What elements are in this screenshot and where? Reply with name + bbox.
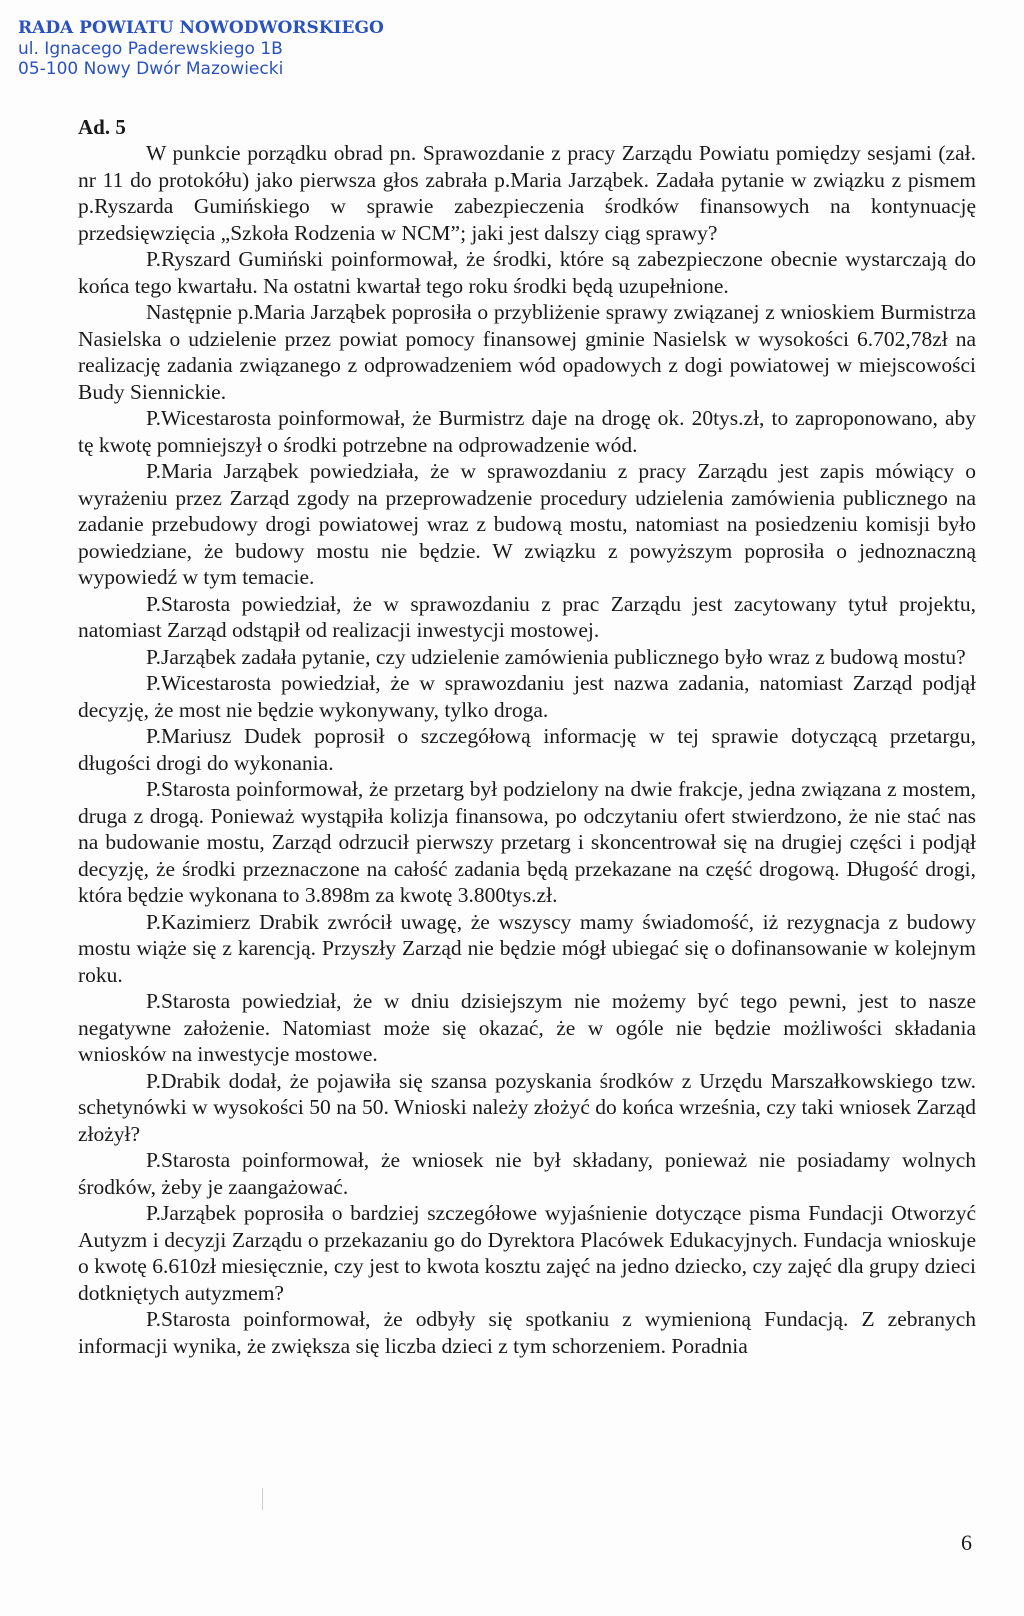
paragraph: P.Starosta powiedział, że w dniu dzisiejszym nie możemy być tego pewni, jest to nasze negatywne założenie. Natomiast może się okazać, że w ogóle nie będzie możliwości składania wniosków na inwestycje mostowe. bbox=[78, 989, 976, 1066]
paragraph: P.Jarząbek zadała pytanie, czy udzielenie zamówienia publicznego było wraz z budową mostu? bbox=[146, 644, 966, 669]
paragraph: P.Kazimierz Drabik zwrócił uwagę, że wszyscy mamy świadomość, iż rezygnacja z budowy mostu wiąże się z karencją. Przyszły Zarząd nie będzie mógł ubiegać się o dofinansowanie w kolejnym roku. bbox=[78, 909, 976, 987]
paragraph: P.Drabik dodał, że pojawiła się szansa pozyskania środków z Urzędu Marszałkowskiego tzw. schetynówki w wysokości 50 na 50. Wnioski należy złożyć do końca września, czy taki wniosek Zarząd złożył? bbox=[78, 1068, 976, 1146]
paragraph: P.Maria Jarząbek powiedziała, że w sprawozdaniu z pracy Zarządu jest zapis mówiący o wyrażeniu przez Zarząd zgody na przeprowadzenie procedury udzielenia zamówienia publicznego na zadanie przebudowy drogi powiatowej wraz z budową mostu, natomiast na posiedzeniu komisji było powiedziane, że budowy mostu nie będzie. W związku z powyższym poprosiła o jednoznaczną wypowiedź w tym temacie. bbox=[78, 459, 976, 589]
paragraph: P.Wicestarosta powiedział, że w sprawozdaniu jest nazwa zadania, natomiast Zarząd podjął decyzję, że most nie będzie wykonywany, tylko droga. bbox=[78, 671, 976, 722]
paragraph: P.Ryszard Gumiński poinformował, że środki, które są zabezpieczone obecnie wystarczają do końca tego kwartału. Na ostatni kwartał tego roku środki będą uzupełnione. bbox=[78, 247, 976, 298]
council-stamp bbox=[18, 18, 384, 80]
scan-artifact bbox=[262, 1488, 263, 1510]
paragraph: Następnie p.Maria Jarząbek poprosiła o przybliżenie sprawy związanej z wnioskiem Burmistrza Nasielska o udzielenie przez powiat pomocy finansowej gminie Nasielsk w wysokości 6.702,78zł na realizację zadania związanego z odprowadzeniem wód opadowych z dogi powiatowej w miejscowości Budy Siennickie. bbox=[78, 300, 976, 404]
paragraph: P.Starosta powiedział, że w sprawozdaniu z prac Zarządu jest zacytowany tytuł projektu, natomiast Zarząd odstąpił od realizacji inwestycji mostowej. bbox=[78, 591, 976, 642]
section-heading: Ad. 5 bbox=[78, 115, 126, 139]
paragraph: P.Starosta poinformował, że odbyły się spotkaniu z wymienioną Fundacją. Z zebranych informacji wynika, że zwiększa się liczba dzieci z tym schorzeniem. Poradnia bbox=[78, 1307, 976, 1358]
paragraph: P.Wicestarosta poinformował, że Burmistrz daje na drogę ok. 20tys.zł, to zaproponowano, aby tę kwotę pomniejszył o środki potrzebne na odprowadzenie wód. bbox=[78, 406, 976, 457]
faint-bleed-through bbox=[764, 12, 994, 72]
paragraph: P.Starosta poinformował, że wniosek nie był składany, ponieważ nie posiadamy wolnych środków, żeby je zaangażować. bbox=[78, 1148, 976, 1199]
council-postal: 05-100 Nowy Dwór Mazowiecki bbox=[18, 59, 284, 80]
council-street: ul. Ignacego Paderewskiego 1B bbox=[18, 38, 283, 59]
page-number: 6 bbox=[961, 1530, 972, 1555]
paragraph: P.Starosta poinformował, że przetarg był podzielony na dwie frakcje, jedna związana z mostem, druga z drogą. Ponieważ wystąpiła kolizja finansowa, po odczytaniu ofert stwierdzono, że nie stać nas na budowanie mostu, Zarząd odrzucił pierwszy przetarg i skoncentrował się na drugiej części i podjął decyzję, że środki przeznaczone na całość zadania będą przekazane na część drogową. Długość drogi, która będzie wykonana to 3.898m za kwotę 3.800tys.zł. bbox=[78, 777, 976, 907]
paragraph: W punkcie porządku obrad pn. Sprawozdanie z pracy Zarządu Powiatu pomiędzy sesjami (zał. nr 11 do protokółu) jako pierwsza głos zabrała p.Maria Jarząbek. Zadała pytanie w związku z pismem p.Ryszarda Gumińskiego w sprawie zabezpieczenia środków finansowych na kontynuację przedsięwzięcia „Szkoła Rodzenia w NCM”; jaki jest dalszy ciąg sprawy? bbox=[78, 141, 976, 245]
minutes-body bbox=[78, 114, 976, 1359]
paragraph: P.Mariusz Dudek poprosił o szczegółową informację w tej sprawie dotyczącą przetargu, długości drogi do wykonania. bbox=[78, 724, 976, 775]
paragraph: P.Jarząbek poprosiła o bardziej szczegółowe wyjaśnienie dotyczące pisma Fundacji Otworzyć Autyzm i decyzji Zarządu o przekazaniu go do Dyrektora Placówek Edukacyjnych. Fundacja wnioskuje o kwotę 6.610zł miesięcznie, czy jest to kwota kosztu zajęć na jedno dziecko, czy zajęć dla grupy dzieci dotkniętych autyzmem? bbox=[78, 1201, 976, 1305]
council-name: RADA POWIATU NOWODWORSKIEGO bbox=[18, 18, 384, 38]
